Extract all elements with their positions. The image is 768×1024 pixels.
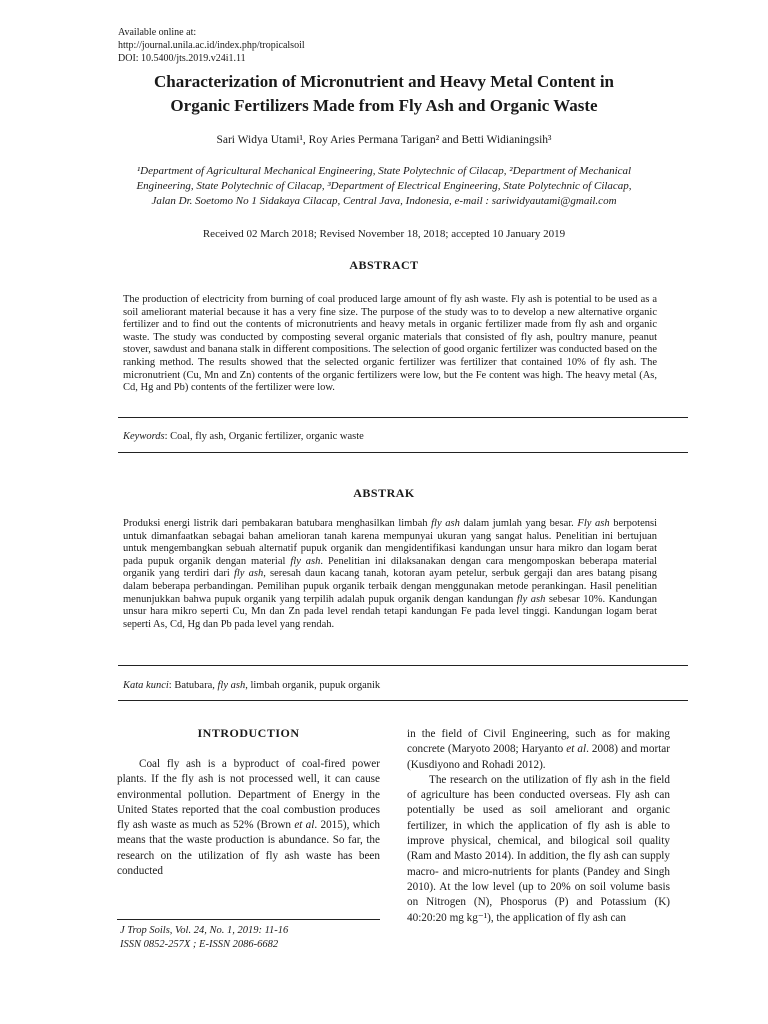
- submission-dates: Received 02 March 2018; Revised November 18, 2018; accepted 10 January 2019: [202, 228, 566, 240]
- intro-citation-italic: et al: [294, 819, 315, 832]
- kata-kunci-label: Kata kunci: [123, 680, 169, 691]
- doi: DOI: 10.5400/jts.2019.v24i1.11: [118, 53, 246, 64]
- journal-issn: ISSN 0852-257X ; E-ISSN 2086-6682: [120, 939, 279, 950]
- author-list: Sari Widya Utami¹, Roy Aries Permana Tarigan² and Betti Widianingsih³: [216, 134, 552, 146]
- abstrak-text-part: sebesar 10%. Kandungan unsur hara mikro seperti Cu, Mn dan Zn pada level rendah tetapi kandungan Fe pada level tinggi. Kandungan logam berat seperti As, Cd, Hg dan Pb pada level yang rendah.: [123, 593, 657, 630]
- kata-kunci: [123, 680, 683, 691]
- abstract-divider: [118, 417, 688, 418]
- abstract-heading: ABSTRACT: [349, 258, 419, 272]
- abstrak-term: fly ash: [290, 555, 321, 567]
- abstrak-divider: [118, 665, 688, 666]
- affiliations: [110, 164, 658, 209]
- paper-title: [96, 70, 672, 118]
- intro-right-column: [407, 727, 670, 926]
- kata-kunci-part: , limbah organik, pupuk organik: [245, 680, 381, 691]
- availability-header: [118, 26, 305, 65]
- abstrak-term: fly ash: [431, 518, 460, 529]
- intro-text-part: . 2015), which means that the waste production is abundance. So far, the research on the utilization of fly ash waste has been conducted: [117, 819, 381, 878]
- abstrak-term: Fly ash: [577, 518, 610, 529]
- journal-citation: J Trop Soils, Vol. 24, No. 1, 2019: 11-16: [120, 925, 289, 936]
- introduction-heading: INTRODUCTION: [197, 726, 300, 740]
- intro-citation-italic: et al: [566, 743, 587, 756]
- title-line-2: Organic Fertilizers Made from Fly Ash and Organic Waste: [170, 96, 598, 115]
- intro-paragraph-1-continued: [407, 727, 670, 773]
- abstrak-term: fly ash: [233, 568, 264, 580]
- intro-left-column: [117, 757, 380, 879]
- title-line-1: Characterization of Micronutrient and Heavy Metal Content in: [153, 72, 615, 91]
- intro-text-part: in the field of Civil Engineering, such as for making concrete (Maryoto 2008; Haryanto: [407, 728, 670, 756]
- abstrak-text-part: Produksi energi listrik dari pembakaran batubara menghasilkan limbah: [123, 518, 432, 529]
- available-online-label: Available online at:: [118, 27, 197, 38]
- journal-footer: [120, 924, 288, 952]
- intro-paragraph-1: [117, 757, 380, 879]
- abstrak-text-part: dalam jumlah yang besar.: [459, 518, 578, 529]
- intro-text-part: Coal fly ash is a byproduct of coal-fired power plants. If the fly ash is not processed well, it can cause environmental pollution. Department of Energy in the United States reported that the coal combustion produces fly ash waste as much as 52% (Brown: [117, 758, 380, 832]
- abstrak-text-part: berpotensi untuk dimanfaatkan sebagai bahan amelioran tanah karena mempunyai ukuran yang sangat halus. Penelitian ini bertujuan untuk mengembangkan sebuah alternatif pupuk organik dan mengidentifikasi kandungan unsur hara mikro dan logam berat pada pupuk organik dengan material: [123, 518, 657, 567]
- abstrak-heading: ABSTRAK: [353, 486, 415, 500]
- intro-text-part: . 2008) and mortar (Kusdiyono and Rohadi 2012).: [407, 743, 670, 771]
- affiliation-line-2: Engineering, State Polytechnic of Cilacap, ³Department of Electrical Engineering, State Polytechnic of Cilacap,: [136, 180, 632, 192]
- keywords: [123, 431, 683, 442]
- abstrak-text-part: . Penelitian ini dilaksanakan dengan cara mengomposkan beberapa material organik yang terdiri dari: [123, 555, 657, 580]
- kata-kunci-part: : Batubara,: [168, 680, 218, 691]
- affiliation-line-1: ¹Department of Agricultural Mechanical Engineering, State Polytechnic of Cilacap, ²Department of Mechanical: [136, 165, 632, 177]
- kata-kunci-term: fly ash: [217, 680, 246, 691]
- abstrak-text-part: , seresah daun kacang tanah, kotoran ayam petelur, serbuk gergaji dan ares batang pisang dalam beberapa perbandingan. Pemilihan pupuk organik terbaik dengan menggunakan metode perankingan. Hasil penelitian menunjukkan bahwa pupuk organik yang terpilih adalah pupuk organik dengan kandungan: [123, 568, 657, 605]
- intro-paragraph-2: The research on the utilization of fly ash in the field of agriculture has been conducted overseas. Fly ash can potentially be used as soil ameliorant and organic fertilizer, in which the application of fly ash is able to improve physical, chemical, and bilogical soil quality (Ram and Masto 2014). In addition, the fly ash can supply macro- and micro-nutrients for plants (Pandey and Singh 2010). At the low level (up to 20% on soil volume basis on Nitrogen (N), Phosporus (P) and Potassium (K) 40:20:20 mg kg⁻¹), the application of fly ash can: [407, 773, 670, 924]
- abstract-text: The production of electricity from burning of coal produced large amount of fly ash waste. Fly ash is potential to be used as a soil ameliorant material because it has a very fine size. The purpose of the study was to to develop a new alternative organic fertilizer and to find out the contents of micronutrients and heavy metals in organic fertilizer made from fly ash and organic waste. The study was conducted by composting several organic materials that consisted of fly ash, poultry manure, peanut stover, sawdust and banana stalk in different compositions. The selection of good organic fertilizer was conducted based on the ranking method. The results showed that the selected organic fertilizer was fertilizer that contained 10% of fly ash. The micronutrient (Cu, Mn and Zn) contents of the organic fertilizers were low, but the Fe content was high. The heavy metal (As, Cd, Hg and Pb) contents of the fertilizer were low.: [123, 294, 657, 394]
- journal-url[interactable]: http://journal.unila.ac.id/index.php/tropicalsoil: [118, 40, 305, 51]
- keywords-label: Keywords: [123, 431, 165, 442]
- kata-kunci-divider: [118, 700, 688, 701]
- affiliation-line-3: Jalan Dr. Soetomo No 1 Sidakaya Cilacap, Central Java, Indonesia, e-mail : sariwidyautami@gmail.com: [151, 195, 617, 207]
- abstrak-term: fly ash: [516, 593, 546, 605]
- footer-divider: [117, 919, 380, 920]
- keywords-list: : Coal, fly ash, Organic fertilizer, organic waste: [164, 431, 364, 442]
- keywords-divider: [118, 452, 688, 453]
- abstrak-text: [123, 518, 657, 631]
